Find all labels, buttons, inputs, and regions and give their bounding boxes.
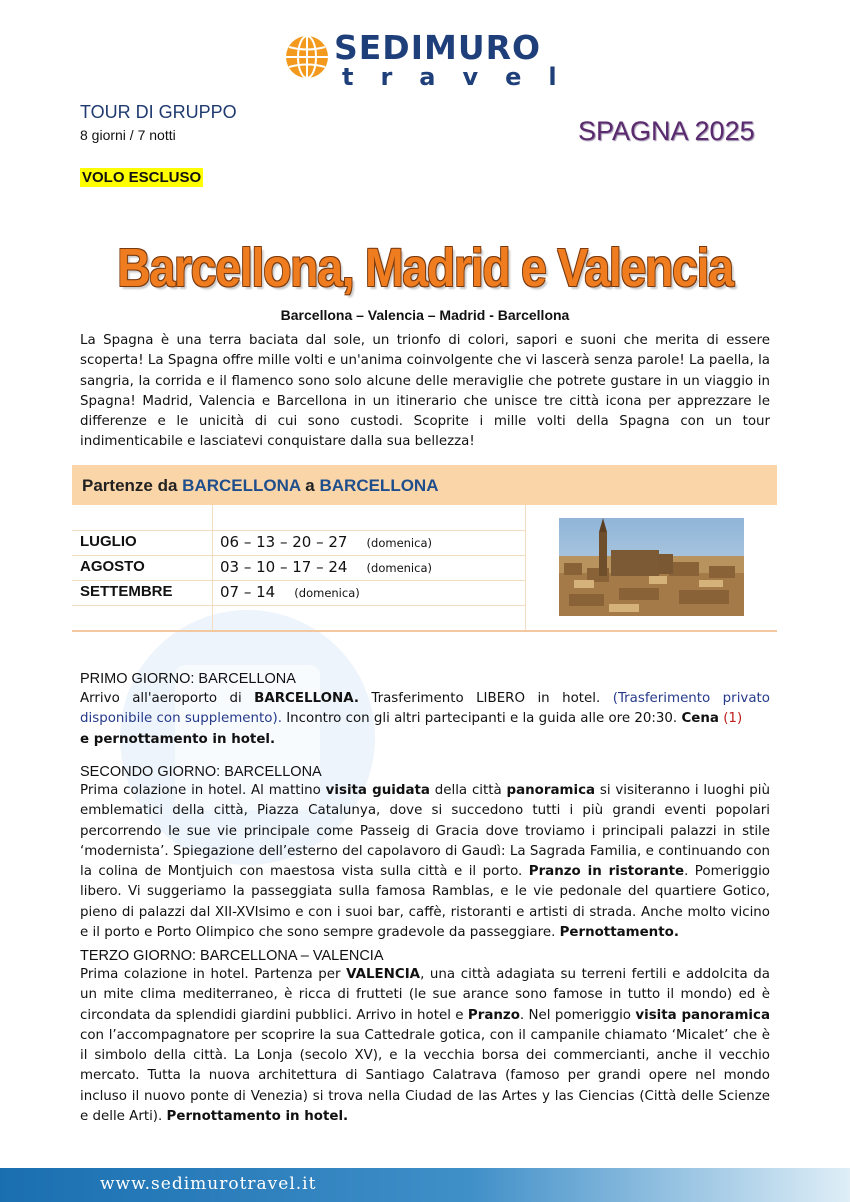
tour-route: Barcellona – Valencia – Madrid - Barcellona <box>280 307 570 323</box>
logo-text-bottom: travel <box>342 63 584 91</box>
dates-list: 07 – 14 <box>220 583 276 601</box>
departure-month: LUGLIO <box>80 533 137 550</box>
dates-list: 03 – 10 – 17 – 24 <box>220 558 348 576</box>
heading-mid: a <box>305 476 315 495</box>
day-note: (domenica) <box>366 536 432 550</box>
departure-month: SETTEMBRE <box>80 583 173 600</box>
tour-type-label: TOUR DI GRUPPO <box>80 102 237 122</box>
departure-dates <box>220 583 360 601</box>
dates-list: 06 – 13 – 20 – 27 <box>220 533 348 551</box>
day-1-text: Arrivo all'aeroporto di BARCELLONA. Trasferimento LIBERO in hotel. (Trasferimento privato disponibile con supplemento). Incontro con gli altri partecipanti e la guida alle ore 20:30. Cena (1) e pernottamento in hotel. <box>80 691 770 747</box>
logo-text-top: SEDIMURO <box>334 28 542 67</box>
heading-prefix: Partenze da <box>82 476 178 495</box>
day-3-text: Prima colazione in hotel. Partenza per VALENCIA, una città adagiata su terreni fertili e addolcita da un mite clima mediterraneo, è ricca di frutteti (le sue arance sono famose in tutto il mondo) ed è circondata da splendidi giardini pubblici. Arrivo in hotel e Pranzo. Nel pomeriggio visita panoramica con l’accompagnatore per scoprire la sua Cattedrale gotica, con il campanile chiamato ‘Micalet’ che è il simbolo della città. La Lonja (secolo XV), e la vecchia borsa dei commercianti, anche il vecchio mercato. Tutta la nuova architettura di Santiago Calatrava (famoso per grandi opere nel mondo incluso il nuovo ponte di Venezia) si trova nella Ciudad de las Artes y las Ciencias (Città delle Scienze e delle Arti). Pernottamento in hotel. <box>80 967 770 1125</box>
day-note: (domenica) <box>294 586 360 600</box>
website-link[interactable]: www.sedimurotravel.it <box>100 1174 317 1194</box>
tour-main-title: Barcellona, Madrid e Valencia <box>117 238 733 298</box>
day-note: (domenica) <box>366 561 432 575</box>
country-year-title: SPAGNA 2025 <box>578 116 755 146</box>
flight-excluded-badge: VOLO ESCLUSO <box>82 169 202 186</box>
globe-icon <box>284 34 330 80</box>
departure-dates <box>220 558 432 576</box>
departures-heading <box>82 476 438 496</box>
day-2-text: Prima colazione in hotel. Al mattino visita guidata della città panoramica si visiteranno i luoghi più emblematici della città, Piazza Catalunya, dove si succedono tutti i più grandi eventi popolari percorrendo le sue vie principale come Passeig di Gracia dove troviamo i principali palazzi in stile ‘modernista’. Spiegazione dell’esterno del capolavoro di Gaudì: La Sagrada Familia, e continuando con la colina de Montjuich con maestosa vista sulla città e il porto. Pranzo in ristorante. Pomeriggio libero. Vi suggeriamo la passeggiata sulla famosa Ramblas, e le vie pedonale del quartiere Gotico, pieno di palazzi dal XII-XVIsimo e con i suoi bar, caffè, ristoranti e artisti di strada. Anche molto vicino e il porto e Porto Olimpico che sono sempre gradevole da passeggiare. Pernottamento. <box>80 783 771 941</box>
day-2-title: SECONDO GIORNO: BARCELLONA <box>80 764 322 780</box>
day-1-title: PRIMO GIORNO: BARCELLONA <box>80 671 296 687</box>
tour-duration: 8 giorni / 7 notti <box>80 127 176 143</box>
intro-paragraph: La Spagna è una terra baciata dal sole, un trionfo di colori, sapori e suoni che merita di essere scoperta! La Spagna offre mille volti e un'anima coinvolgente che vi lascerà senza parole! La paella, la sangria, la corrida e il flamenco sono solo alcune delle meraviglie che potrete gustare in un viaggio in Spagna! Madrid, Valencia e Barcellona in un itinerario che unisce tre città icona per apprezzare le differenze e le unicità di cui sono custodi. Scoprite i mille volti della Spagna con un tour indimenticabile e lasciatevi conquistare dalla sua bellezza! <box>80 333 770 450</box>
city-photo <box>559 518 744 616</box>
day-3-title: TERZO GIORNO: BARCELLONA – VALENCIA <box>80 948 384 964</box>
departure-dates <box>220 533 432 551</box>
departure-month: AGOSTO <box>80 558 145 575</box>
departure-city: BARCELLONA <box>182 476 301 495</box>
brand-logo <box>284 30 584 90</box>
return-city: BARCELLONA <box>319 476 439 495</box>
